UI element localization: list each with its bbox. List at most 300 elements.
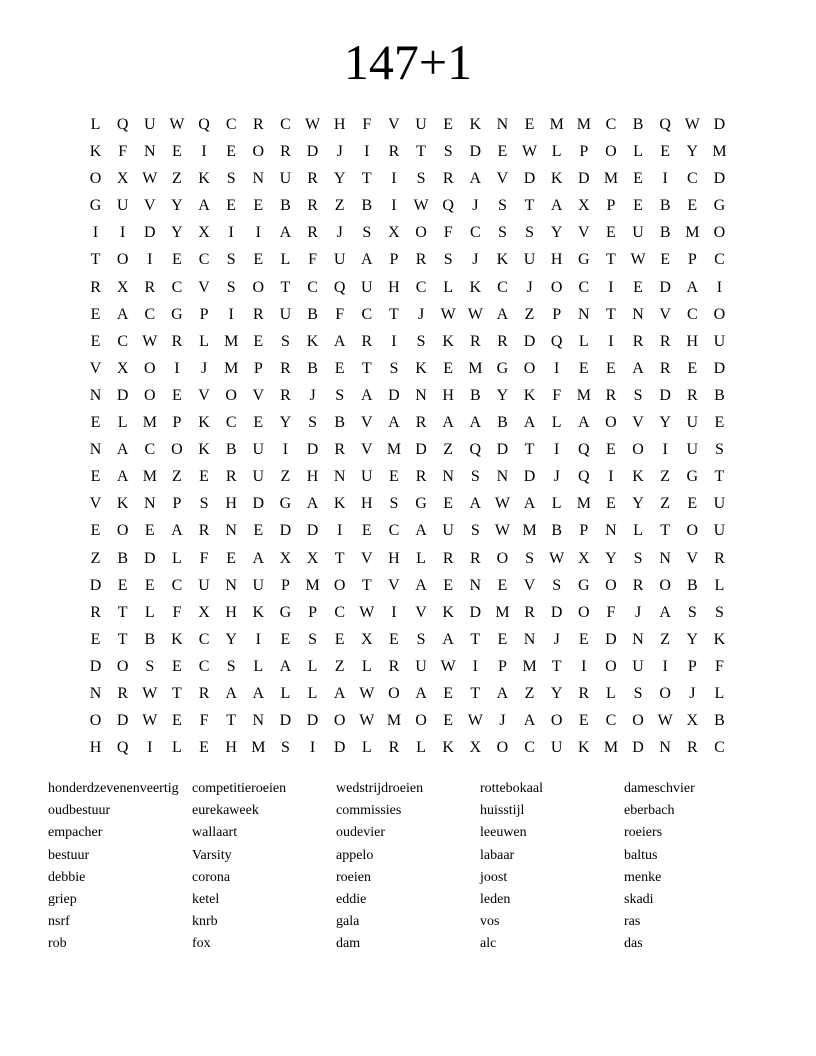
grid-cell: C — [578, 278, 590, 296]
grid-cell: Q — [578, 441, 590, 459]
grid-cell: E — [606, 224, 616, 242]
grid-cell: P — [172, 414, 182, 432]
grid-cell: F — [308, 251, 318, 269]
grid-cell: K — [523, 386, 536, 404]
grid-cell: W — [494, 495, 510, 513]
grid-cell: L — [633, 522, 643, 540]
grid-cell: I — [554, 441, 560, 459]
grid-cell: A — [496, 305, 509, 323]
grid-cell: T — [524, 441, 535, 459]
grid-cell: E — [633, 170, 643, 188]
grid-cell: E — [687, 495, 698, 513]
grid-cell: V — [361, 441, 373, 459]
grid-cell: R — [659, 332, 671, 350]
grid-cell: B — [714, 386, 725, 404]
grid-cell: S — [687, 603, 697, 621]
grid-cell: N — [496, 468, 509, 486]
grid-cell: D — [144, 224, 156, 242]
grid-cell: T — [524, 197, 535, 215]
grid-cell: S — [389, 359, 399, 377]
grid-cell: A — [279, 657, 292, 675]
grid-cell: N — [659, 739, 671, 757]
grid-cell: Y — [279, 414, 292, 432]
grid-cell: P — [606, 197, 616, 215]
grid-cell: W — [467, 712, 483, 730]
grid-cell: G — [279, 495, 292, 513]
grid-cell: L — [714, 684, 725, 702]
grid-cell: E — [606, 495, 616, 513]
grid-cell: Y — [496, 386, 509, 404]
grid-cell: I — [255, 224, 261, 242]
grid-cell: T — [90, 251, 101, 269]
grid-cell: T — [660, 522, 671, 540]
grid-cell: X — [388, 224, 400, 242]
grid-cell: K — [171, 630, 183, 648]
grid-cell: A — [333, 332, 346, 350]
grid-cell: E — [443, 576, 454, 594]
grid-cell: V — [578, 224, 590, 242]
grid-cell: Y — [659, 414, 671, 432]
grid-cell: S — [497, 224, 507, 242]
grid-cell: U — [252, 576, 265, 594]
grid-cell: Y — [171, 224, 183, 242]
grid-cell: C — [198, 630, 210, 648]
grid-cell: P — [199, 305, 209, 323]
grid-cell: M — [576, 495, 591, 513]
grid-cell: I — [174, 359, 180, 377]
grid-cell: R — [90, 278, 101, 296]
grid-cell: F — [335, 305, 345, 323]
grid-cell: R — [334, 441, 346, 459]
grid-cell: B — [307, 359, 318, 377]
grid-cell: E — [633, 278, 643, 296]
grid-cell: R — [280, 143, 291, 161]
grid-cell: I — [608, 278, 614, 296]
grid-cell: X — [578, 197, 590, 215]
grid-cell: Z — [90, 549, 101, 567]
grid-cell: A — [306, 495, 319, 513]
grid-cell: K — [578, 739, 590, 757]
grid-cell: B — [144, 630, 156, 648]
grid-cell: C — [415, 278, 427, 296]
grid-cell: W — [142, 684, 158, 702]
grid-cell: O — [713, 224, 726, 242]
grid-cell: K — [306, 332, 319, 350]
grid-cell: R — [388, 657, 400, 675]
grid-cell: E — [660, 143, 671, 161]
grid-cell: A — [578, 414, 590, 432]
grid-cell: E — [606, 441, 616, 459]
grid-cell: A — [523, 414, 536, 432]
grid-cell: A — [252, 684, 265, 702]
grid-cell: U — [252, 468, 265, 486]
grid-cell: T — [714, 468, 725, 486]
grid-cell: N — [578, 305, 590, 323]
grid-cell: V — [198, 278, 210, 296]
grid-cell: E — [443, 712, 454, 730]
grid-cell: V — [89, 495, 102, 513]
grid-cell: H — [333, 116, 346, 133]
word-list-item: gala — [336, 914, 360, 930]
grid-cell: L — [578, 332, 589, 350]
grid-cell: R — [469, 549, 481, 567]
grid-cell: T — [117, 603, 128, 621]
grid-cell: Y — [686, 143, 699, 161]
word-list-item: roeien — [336, 869, 371, 885]
grid-cell: M — [251, 739, 266, 757]
grid-cell: U — [686, 414, 699, 432]
grid-cell: T — [334, 549, 345, 567]
grid-cell: N — [523, 630, 536, 648]
grid-cell: U — [415, 657, 427, 675]
word-list-item: leden — [480, 891, 511, 907]
grid-cell: C — [686, 170, 698, 188]
grid-cell: R — [280, 359, 291, 377]
word-list-item: labaar — [480, 847, 515, 863]
grid-cell: K — [713, 630, 726, 648]
grid-cell: O — [632, 712, 644, 730]
grid-cell: D — [713, 359, 726, 377]
grid-cell: N — [144, 143, 156, 161]
grid-cell: V — [361, 414, 373, 432]
grid-cell: R — [524, 603, 535, 621]
grid-cell: U — [550, 739, 563, 757]
grid-cell: E — [443, 684, 454, 702]
grid-cell: Y — [171, 197, 183, 215]
grid-cell: D — [550, 603, 563, 621]
grid-cell: W — [494, 522, 510, 540]
grid-cell: V — [496, 170, 509, 188]
grid-cell: L — [280, 684, 291, 702]
grid-cell: P — [172, 495, 182, 513]
grid-cell: O — [415, 224, 427, 242]
grid-cell: V — [632, 414, 644, 432]
grid-cell: I — [391, 170, 397, 188]
grid-cell: K — [198, 414, 210, 432]
grid-cell: B — [334, 414, 346, 432]
grid-cell: W — [359, 712, 375, 730]
grid-cell: Y — [550, 224, 563, 242]
grid-cell: C — [198, 251, 210, 269]
grid-cell: S — [280, 739, 290, 757]
grid-cell: N — [605, 522, 617, 540]
grid-cell: L — [416, 739, 426, 757]
grid-cell: O — [144, 359, 156, 377]
grid-cell: U — [361, 278, 373, 296]
grid-cell: R — [361, 332, 373, 350]
grid-cell: E — [253, 332, 264, 350]
grid-cell: M — [224, 332, 239, 350]
grid-cell: B — [686, 576, 698, 594]
grid-cell: V — [659, 305, 671, 323]
grid-cell: L — [416, 549, 426, 567]
grid-cell: M — [576, 386, 591, 404]
grid-cell: A — [415, 522, 427, 540]
grid-cell: O — [550, 278, 563, 296]
grid-cell: Z — [524, 305, 535, 323]
grid-cell: W — [305, 116, 321, 133]
grid-cell: X — [116, 359, 129, 377]
grid-cell: K — [333, 495, 346, 513]
grid-cell: E — [714, 414, 725, 432]
grid-cell: A — [415, 684, 427, 702]
grid-cell: X — [116, 170, 129, 188]
grid-cell: L — [606, 684, 616, 702]
grid-cell: S — [416, 630, 426, 648]
grid-cell: S — [226, 170, 236, 188]
grid-cell: S — [714, 441, 724, 459]
grid-cell: L — [443, 278, 454, 296]
grid-cell: M — [386, 441, 402, 459]
grid-cell: E — [280, 630, 291, 648]
grid-cell: X — [686, 712, 699, 730]
grid-cell: O — [89, 170, 102, 188]
grid-cell: K — [442, 332, 454, 350]
grid-cell: S — [308, 414, 318, 432]
grid-cell: R — [171, 332, 183, 350]
grid-cell: N — [225, 576, 237, 594]
grid-cell: E — [253, 522, 264, 540]
grid-cell: S — [416, 332, 426, 350]
grid-cell: I — [92, 224, 99, 242]
grid-cell: E — [90, 468, 101, 486]
grid-cell: I — [608, 468, 614, 486]
grid-cell: E — [334, 630, 345, 648]
grid-cell: R — [198, 684, 210, 702]
word-list-item: knrb — [192, 914, 218, 930]
grid-cell: U — [713, 332, 726, 350]
grid-cell: A — [361, 251, 373, 269]
grid-cell: Z — [524, 684, 535, 702]
grid-cell: R — [469, 332, 481, 350]
grid-cell: W — [359, 603, 375, 621]
grid-cell: S — [633, 684, 643, 702]
grid-cell: Q — [116, 116, 129, 133]
grid-cell: Z — [660, 630, 671, 648]
grid-cell: M — [522, 522, 537, 540]
word-list-item: rob — [48, 936, 67, 952]
grid-cell: J — [472, 197, 479, 215]
grid-cell: H — [225, 739, 237, 757]
grid-cell: R — [388, 143, 400, 161]
grid-cell: A — [225, 684, 237, 702]
grid-cell: H — [225, 603, 237, 621]
grid-cell: L — [551, 143, 562, 161]
grid-cell: N — [89, 441, 102, 459]
grid-cell: S — [633, 386, 643, 404]
grid-cell: W — [630, 251, 646, 269]
grid-cell: J — [472, 251, 479, 269]
word-list-item: das — [624, 936, 643, 952]
grid-cell: R — [415, 414, 427, 432]
grid-cell: R — [714, 549, 725, 567]
grid-cell: C — [144, 441, 156, 459]
grid-cell: A — [333, 684, 346, 702]
grid-cell: E — [90, 414, 101, 432]
grid-cell: D — [523, 170, 536, 188]
grid-cell: F — [362, 116, 372, 133]
grid-cell: B — [551, 522, 563, 540]
grid-cell: S — [335, 386, 345, 404]
grid-cell: N — [89, 386, 102, 404]
grid-cell: C — [198, 657, 210, 675]
grid-cell: D — [713, 116, 726, 133]
grid-cell: W — [169, 116, 185, 133]
grid-cell: U — [144, 116, 156, 133]
word-list-item: bestuur — [48, 847, 90, 863]
grid-cell: A — [116, 441, 129, 459]
word-list-item: competitieroeien — [192, 781, 287, 796]
grid-cell: K — [550, 170, 563, 188]
grid-cell: B — [280, 197, 291, 215]
grid-cell: S — [497, 197, 507, 215]
grid-cell: D — [659, 386, 671, 404]
grid-cell: O — [252, 143, 265, 161]
grid-cell: U — [415, 116, 427, 133]
grid-cell: S — [389, 495, 399, 513]
grid-cell: S — [443, 143, 453, 161]
grid-cell: S — [226, 278, 236, 296]
grid-cell: D — [306, 441, 319, 459]
grid-cell: I — [662, 170, 668, 188]
grid-cell: V — [388, 116, 400, 133]
grid-cell: M — [549, 116, 564, 133]
grid-cell: K — [496, 251, 509, 269]
grid-cell: R — [280, 386, 291, 404]
grid-cell: W — [522, 143, 538, 161]
grid-cell: X — [306, 549, 319, 567]
grid-cell: M — [142, 468, 157, 486]
word-list-item: oudevier — [336, 825, 385, 841]
grid-cell: E — [497, 576, 508, 594]
grid-cell: T — [361, 576, 372, 594]
grid-cell: L — [253, 657, 264, 675]
grid-cell: A — [469, 170, 482, 188]
grid-cell: J — [499, 712, 506, 730]
grid-cell: Z — [334, 657, 345, 675]
grid-cell: K — [89, 143, 102, 161]
grid-cell: R — [198, 522, 210, 540]
grid-cell: P — [579, 143, 589, 161]
grid-cell: I — [391, 603, 397, 621]
grid-cell: I — [147, 251, 153, 269]
grid-cell: W — [142, 332, 158, 350]
grid-cell: U — [252, 441, 265, 459]
grid-cell: S — [525, 224, 535, 242]
grid-cell: V — [144, 197, 156, 215]
grid-cell: E — [578, 712, 589, 730]
grid-cell: I — [309, 739, 316, 757]
grid-cell: A — [388, 414, 400, 432]
grid-cell: E — [226, 549, 237, 567]
grid-cell: M — [712, 143, 727, 161]
grid-cell: H — [225, 495, 237, 513]
grid-cell: U — [361, 468, 373, 486]
grid-cell: G — [89, 197, 102, 215]
grid-cell: W — [440, 657, 456, 675]
grid-cell: K — [198, 170, 210, 188]
grid-cell: I — [337, 522, 343, 540]
grid-cell: F — [443, 224, 453, 242]
grid-cell: O — [333, 576, 346, 594]
letter-grid — [82, 111, 733, 761]
grid-cell: O — [550, 712, 563, 730]
grid-cell: S — [226, 251, 236, 269]
grid-cell: D — [605, 630, 617, 648]
grid-cell: S — [416, 170, 426, 188]
grid-cell: O — [686, 522, 699, 540]
word-list — [48, 779, 768, 957]
word-list-item: leeuwen — [480, 825, 527, 841]
grid-cell: E — [361, 522, 372, 540]
grid-cell: S — [470, 468, 480, 486]
grid-cell: C — [225, 414, 237, 432]
grid-cell: E — [687, 359, 698, 377]
grid-cell: E — [660, 251, 671, 269]
word-list-item: joost — [480, 869, 508, 885]
grid-cell: U — [632, 224, 644, 242]
grid-cell: F — [172, 603, 182, 621]
grid-cell: L — [172, 549, 182, 567]
grid-cell: Q — [550, 332, 563, 350]
grid-cell: A — [198, 197, 210, 215]
word-list-item: nsrf — [48, 914, 70, 930]
grid-cell: U — [116, 197, 129, 215]
grid-cell: L — [307, 657, 318, 675]
word-list-item: eddie — [336, 891, 367, 907]
grid-cell: K — [469, 116, 482, 133]
grid-cell: K — [116, 495, 129, 513]
grid-cell: X — [198, 224, 210, 242]
grid-cell: K — [469, 278, 482, 296]
grid-cell: U — [198, 576, 210, 594]
grid-cell: V — [198, 386, 210, 404]
grid-cell: N — [225, 522, 237, 540]
grid-cell: M — [685, 224, 700, 242]
grid-cell: I — [201, 143, 207, 161]
grid-cell: T — [361, 170, 372, 188]
grid-cell: S — [633, 549, 643, 567]
grid-cell: N — [252, 712, 265, 730]
grid-cell: E — [90, 332, 101, 350]
grid-cell: I — [662, 441, 668, 459]
grid-cell: G — [171, 305, 183, 323]
grid-cell: I — [147, 739, 153, 757]
grid-cell: C — [361, 305, 373, 323]
grid-cell: D — [116, 712, 129, 730]
grid-cell: N — [415, 386, 427, 404]
grid-cell: O — [144, 386, 156, 404]
grid-cell: R — [90, 603, 101, 621]
grid-cell: Z — [334, 197, 345, 215]
grid-cell: F — [714, 657, 724, 675]
grid-cell: U — [713, 522, 726, 540]
grid-cell: L — [551, 414, 562, 432]
word-list-item: wallaart — [192, 825, 238, 841]
word-list-item: roeiers — [624, 825, 663, 841]
grid-cell: N — [496, 116, 509, 133]
grid-cell: W — [413, 197, 429, 215]
grid-cell: J — [336, 143, 343, 161]
grid-cell: M — [386, 712, 402, 730]
grid-cell: C — [686, 305, 698, 323]
grid-cell: N — [632, 630, 644, 648]
word-list-item: eberbach — [624, 803, 675, 819]
grid-cell: E — [90, 305, 101, 323]
grid-cell: P — [579, 522, 589, 540]
grid-cell: D — [659, 278, 671, 296]
grid-cell: X — [469, 739, 482, 757]
